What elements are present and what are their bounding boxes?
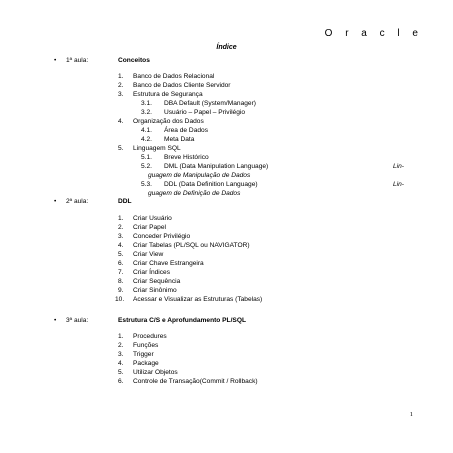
list-item: 1. Banco de Dados Relacional	[118, 73, 215, 80]
aula-label: 2ª aula:	[66, 198, 89, 205]
header-brand: O r a c l e	[324, 28, 423, 39]
list-item: 10. Acessar e Visualizar as Estruturas (Tabelas)	[115, 296, 263, 303]
bullet: •	[54, 198, 57, 205]
list-item: 3. Trigger	[118, 351, 154, 358]
list-item: 4.1. Área de Dados	[141, 127, 208, 134]
list-item: 4. Organização dos Dados	[118, 118, 204, 125]
bullet: •	[54, 57, 57, 64]
list-item: 4. Criar Tabelas (PL/SQL ou NAVIGATOR)	[118, 242, 250, 249]
list-item: 8. Criar Sequência	[118, 278, 181, 285]
aula-topic: Conceitos	[118, 57, 150, 64]
item-list	[115, 214, 418, 304]
list-item: 3.1. DBA Default (System/Manager)	[141, 100, 256, 107]
list-item: 9. Criar Sinônimo	[118, 287, 177, 294]
list-item-continuation: guagem de Manipulação de Dados	[148, 172, 251, 179]
list-item: 5.1. Breve Histórico	[141, 154, 209, 161]
aula-topic: Estrutura C/S e Aprofundamento PL/SQL	[118, 317, 246, 324]
list-item: 1. Criar Usuário	[118, 215, 172, 222]
list-item: 4.2. Meta Data	[141, 136, 195, 143]
list-item: 5. Criar View	[118, 251, 164, 258]
item-list	[118, 72, 418, 198]
list-item: 3. Estrutura de Segurança	[118, 91, 203, 98]
list-item: 7. Criar Índices	[118, 269, 171, 276]
list-item-continuation: guagem de Definição de Dados	[148, 190, 241, 197]
index-title: Índice	[216, 44, 237, 51]
list-item: 2. Funções	[118, 342, 159, 349]
aula-label: 1ª aula:	[66, 57, 89, 64]
list-item: 3.2. Usuário – Papel – Privilégio	[141, 109, 245, 116]
list-item: 5. Linguagem SQL	[118, 145, 181, 152]
list-item: 3. Conceder Privilégio	[118, 233, 191, 240]
bullet: •	[54, 317, 57, 324]
list-item: 2. Criar Papel	[118, 224, 166, 231]
list-item: 5.3. DDL (Data Definition Language) Lin-	[141, 181, 404, 188]
aula-label: 3ª aula:	[66, 317, 89, 324]
list-item: 5.2. DML (Data Manipulation Language) Lin-	[141, 163, 404, 170]
list-item: 2. Banco de Dados Cliente Servidor	[118, 82, 231, 89]
list-item: 5. Utilizar Objetos	[118, 369, 178, 376]
page-number: 1	[409, 411, 413, 418]
list-item: 1. Procedures	[118, 333, 167, 340]
list-item: 6. Criar Chave Estrangeira	[118, 260, 204, 267]
list-item: 4. Package	[118, 360, 159, 367]
aula-topic: DDL	[118, 198, 132, 205]
item-list	[118, 332, 418, 386]
list-item: 6. Controle de Transação(Commit / Rollback)	[118, 378, 258, 385]
